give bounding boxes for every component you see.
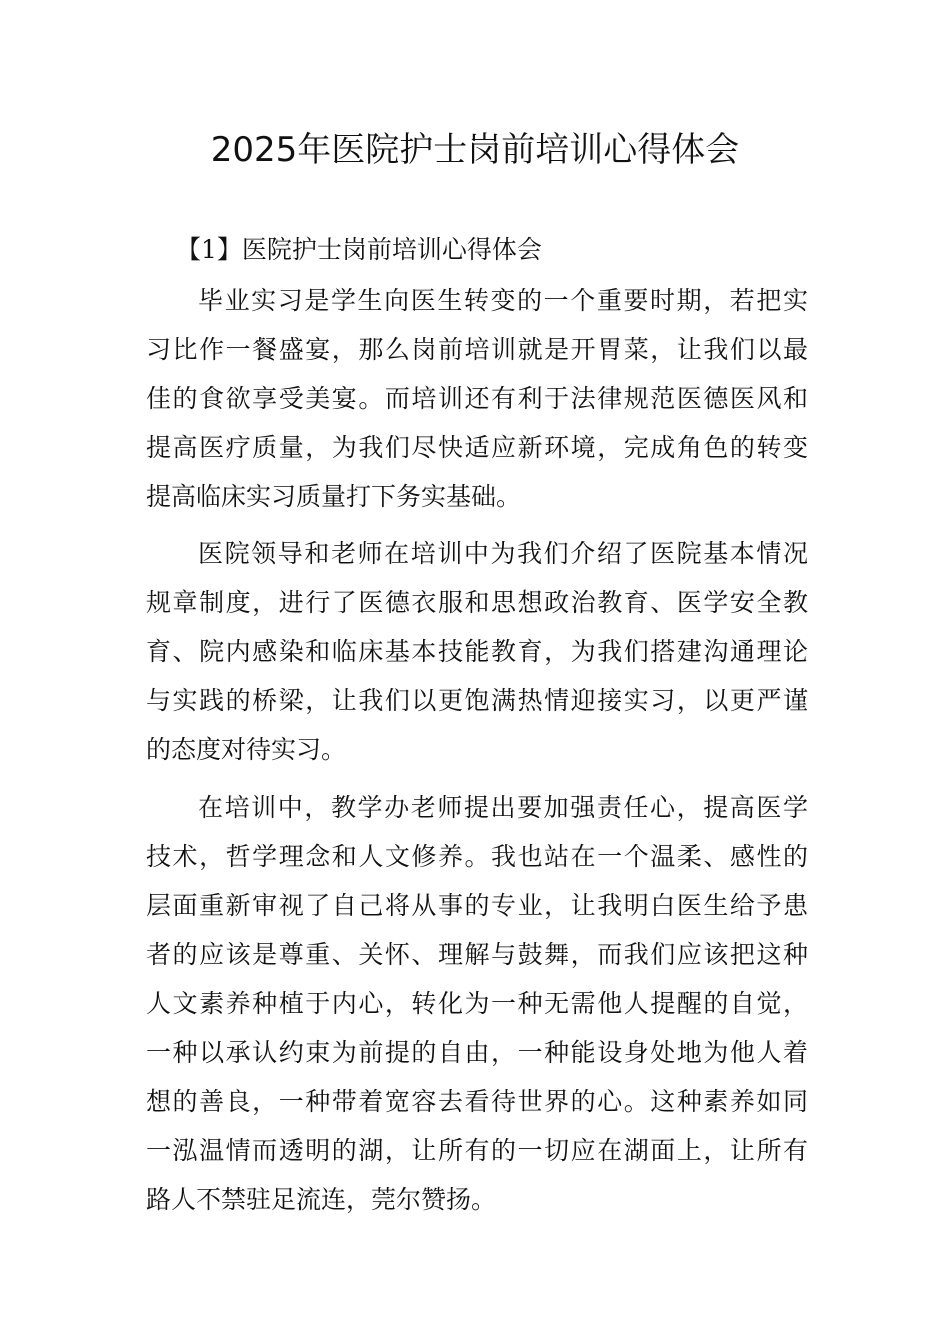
paragraph-line: 佳的食欲享受美宴。而培训还有利于法律规范医德医风和 bbox=[146, 384, 808, 413]
paragraph-line: 技术，哲学理念和人文修养。我也站在一个温柔、感性的 bbox=[146, 842, 808, 871]
paragraph-3 bbox=[146, 783, 808, 1224]
paragraph-line: 规章制度，进行了医德衣服和思想政治教育、医学安全教 bbox=[146, 588, 808, 617]
paragraph-line: 一种以承认约束为前提的自由，一种能设身处地为他人着 bbox=[146, 1038, 808, 1067]
paragraph-line: 在培训中，教学办老师提出要加强责任心，提高医学 bbox=[198, 793, 808, 822]
paragraph-line: 毕业实习是学生向医生转变的一个重要时期，若把实 bbox=[198, 286, 808, 315]
paragraph-line: 医院领导和老师在培训中为我们介绍了医院基本情况 bbox=[198, 539, 808, 568]
paragraph-1 bbox=[146, 276, 808, 521]
paragraph-line: 想的善良，一种带着宽容去看待世界的心。这种素养如同 bbox=[146, 1087, 808, 1116]
paragraph-line: 习比作一餐盛宴，那么岗前培训就是开胃菜，让我们以最 bbox=[146, 335, 808, 364]
paragraph-line: 层面重新审视了自己将从事的专业，让我明白医生给予患 bbox=[146, 891, 808, 920]
paragraph-line: 育、院内感染和临床基本技能教育，为我们搭建沟通理论 bbox=[146, 637, 808, 666]
paragraph-2 bbox=[146, 529, 808, 774]
paragraph-line: 提高医疗质量，为我们尽快适应新环境，完成角色的转变 bbox=[146, 433, 808, 462]
document-title: 2025年医院护士岗前培训心得体会 bbox=[210, 130, 740, 170]
section-heading: 【1】医院护士岗前培训心得体会 bbox=[176, 235, 542, 264]
paragraph-line: 一泓温情而透明的湖，让所有的一切应在湖面上，让所有 bbox=[146, 1136, 808, 1165]
paragraph-line: 者的应该是尊重、关怀、理解与鼓舞，而我们应该把这种 bbox=[146, 940, 808, 969]
paragraph-line: 路人不禁驻足流连，莞尔赞扬。 bbox=[146, 1185, 497, 1214]
document-body bbox=[146, 225, 808, 1224]
paragraph-line: 的态度对待实习。 bbox=[146, 735, 347, 764]
paragraph-line: 人文素养种植于内心，转化为一种无需他人提醒的自觉， bbox=[146, 989, 808, 1018]
paragraph-line: 与实践的桥梁，让我们以更饱满热情迎接实习，以更严谨 bbox=[146, 686, 808, 715]
paragraph-line: 提高临床实习质量打下务实基础。 bbox=[146, 482, 522, 511]
